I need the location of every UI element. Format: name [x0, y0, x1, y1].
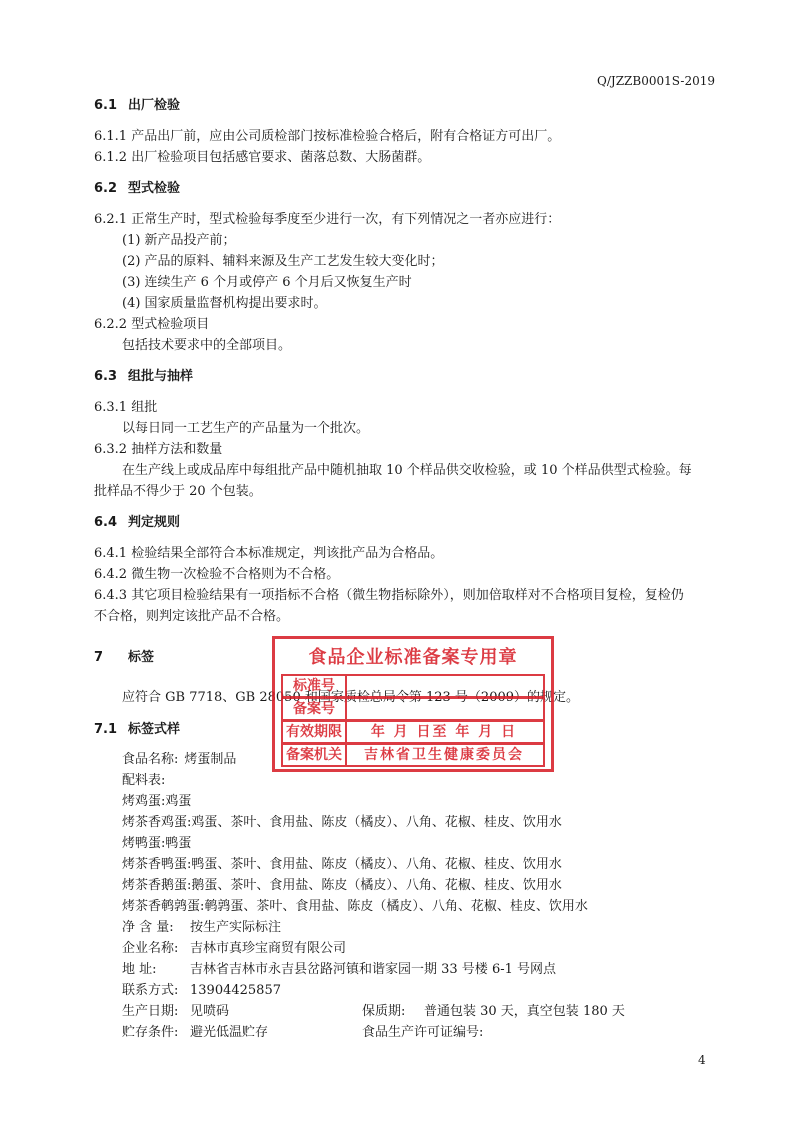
ingredient-row: 烤鸭蛋:鸭蛋 — [122, 836, 192, 851]
ingredient-row: 烤茶香鸭蛋:鸭蛋、茶叶、食用盐、陈皮（橘皮）、八角、花椒、桂皮、饮用水 — [122, 857, 562, 872]
stamp-label: 备案号 — [283, 699, 347, 719]
ingredient-row: 烤茶香鸡蛋:鸡蛋、茶叶、食用盐、陈皮（橘皮）、八角、花椒、桂皮、饮用水 — [122, 815, 562, 830]
list-item: (4) 国家质量监督机构提出要求时。 — [122, 296, 327, 311]
paragraph: 6.3.2 抽样方法和数量 — [94, 442, 223, 457]
paragraph: 应符合 GB 7718、GB 28050 和国家质检总局令第 123 号（2009）的规定。 — [122, 690, 580, 705]
filing-stamp — [272, 636, 554, 772]
label-storage: 贮存条件: 避光低温贮存 — [122, 1025, 269, 1040]
ingredient-row: 烤茶香鹅蛋:鹅蛋、茶叶、食用盐、陈皮（橘皮）、八角、花椒、桂皮、饮用水 — [122, 878, 562, 893]
paragraph: 批样品不得少于 20 个包装。 — [94, 484, 262, 499]
paragraph: 6.4.1 检验结果全部符合本标准规定，判该批产品为合格品。 — [94, 546, 444, 561]
section-7-1-heading: 7.1 标签式样 — [94, 722, 181, 737]
paragraph: 6.2.2 型式检验项目 — [94, 317, 210, 332]
stamp-value: 年 月 日至 年 月 日 — [370, 724, 518, 740]
label-shelf-life: 保质期: 普通包装 30 天，真空包装 180 天 — [362, 1004, 625, 1019]
paragraph: 6.4.3 其它项目检验结果有一项指标不合格（微生物指标除外），则加倍取样对不合格项目复检，复检仍 — [94, 588, 684, 603]
stamp-label: 标准号 — [283, 676, 347, 696]
list-item: (2) 产品的原料、辅料来源及生产工艺发生较大变化时； — [122, 254, 444, 269]
paragraph: 6.1.1 产品出厂前，应由公司质检部门按标准检验合格后，附有合格证方可出厂。 — [94, 129, 561, 144]
stamp-row-standard-no — [281, 674, 545, 698]
page-number: 4 — [698, 1053, 706, 1067]
stamp-row-record-no — [281, 697, 545, 721]
ingredient-row: 烤鸡蛋:鸡蛋 — [122, 794, 192, 809]
paragraph: 6.1.2 出厂检验项目包括感官要求、菌落总数、大肠菌群。 — [94, 150, 431, 165]
label-product-name: 食品名称: 烤蛋制品 — [122, 752, 237, 767]
label-ingredients: 配料表: — [122, 773, 166, 788]
label-company: 企业名称: 吉林市真珍宝商贸有限公司 — [122, 941, 347, 956]
stamp-row-authority — [281, 743, 545, 767]
section-6-4-heading: 6.4 判定规则 — [94, 515, 181, 530]
section-6-3-heading: 6.3 组批与抽样 — [94, 369, 194, 384]
section-6-1-heading: 6.1 出厂检验 — [94, 98, 181, 113]
label-net-content: 净 含 量: 按生产实际标注 — [122, 920, 282, 935]
list-item: (1) 新产品投产前； — [122, 233, 236, 248]
label-license: 食品生产许可证编号: — [362, 1025, 484, 1040]
list-item: (3) 连续生产 6 个月或停产 6 个月后又恢复生产时 — [122, 275, 412, 290]
stamp-value: 吉林省卫生健康委员会 — [364, 747, 524, 763]
paragraph: 不合格，则判定该批产品不合格。 — [94, 609, 290, 624]
paragraph: 6.3.1 组批 — [94, 400, 158, 415]
stamp-label: 有效期限 — [283, 722, 347, 742]
standard-code: Q/JZZB0001S-2019 — [597, 74, 715, 88]
paragraph: 包括技术要求中的全部项目。 — [122, 338, 292, 353]
paragraph: 以每日同一工艺生产的产品量为一个批次。 — [122, 421, 370, 436]
stamp-title: 食品企业标准备案专用章 — [308, 647, 518, 668]
ingredient-row: 烤茶香鹌鹑蛋:鹌鹑蛋、茶叶、食用盐、陈皮（橘皮）、八角、花椒、桂皮、饮用水 — [122, 899, 588, 914]
paragraph: 6.4.2 微生物一次检验不合格则为不合格。 — [94, 567, 340, 582]
section-7-heading: 7 标签 — [94, 650, 155, 665]
stamp-row-validity — [281, 720, 545, 744]
section-6-2-heading: 6.2 型式检验 — [94, 181, 181, 196]
stamp-label: 备案机关 — [283, 745, 347, 765]
paragraph: 6.2.1 正常生产时，型式检验每季度至少进行一次，有下列情况之一者亦应进行： — [94, 212, 561, 227]
paragraph: 在生产线上或成品库中每组批产品中随机抽取 10 个样品供交收检验，或 10 个样品供型式检验。每 — [122, 463, 692, 478]
label-phone: 联系方式: 13904425857 — [122, 983, 281, 998]
label-address: 地 址: 吉林省吉林市永吉县岔路河镇和谐家园一期 33 号楼 6-1 号网点 — [122, 962, 557, 977]
label-production-date: 生产日期: 见喷码 — [122, 1004, 230, 1019]
